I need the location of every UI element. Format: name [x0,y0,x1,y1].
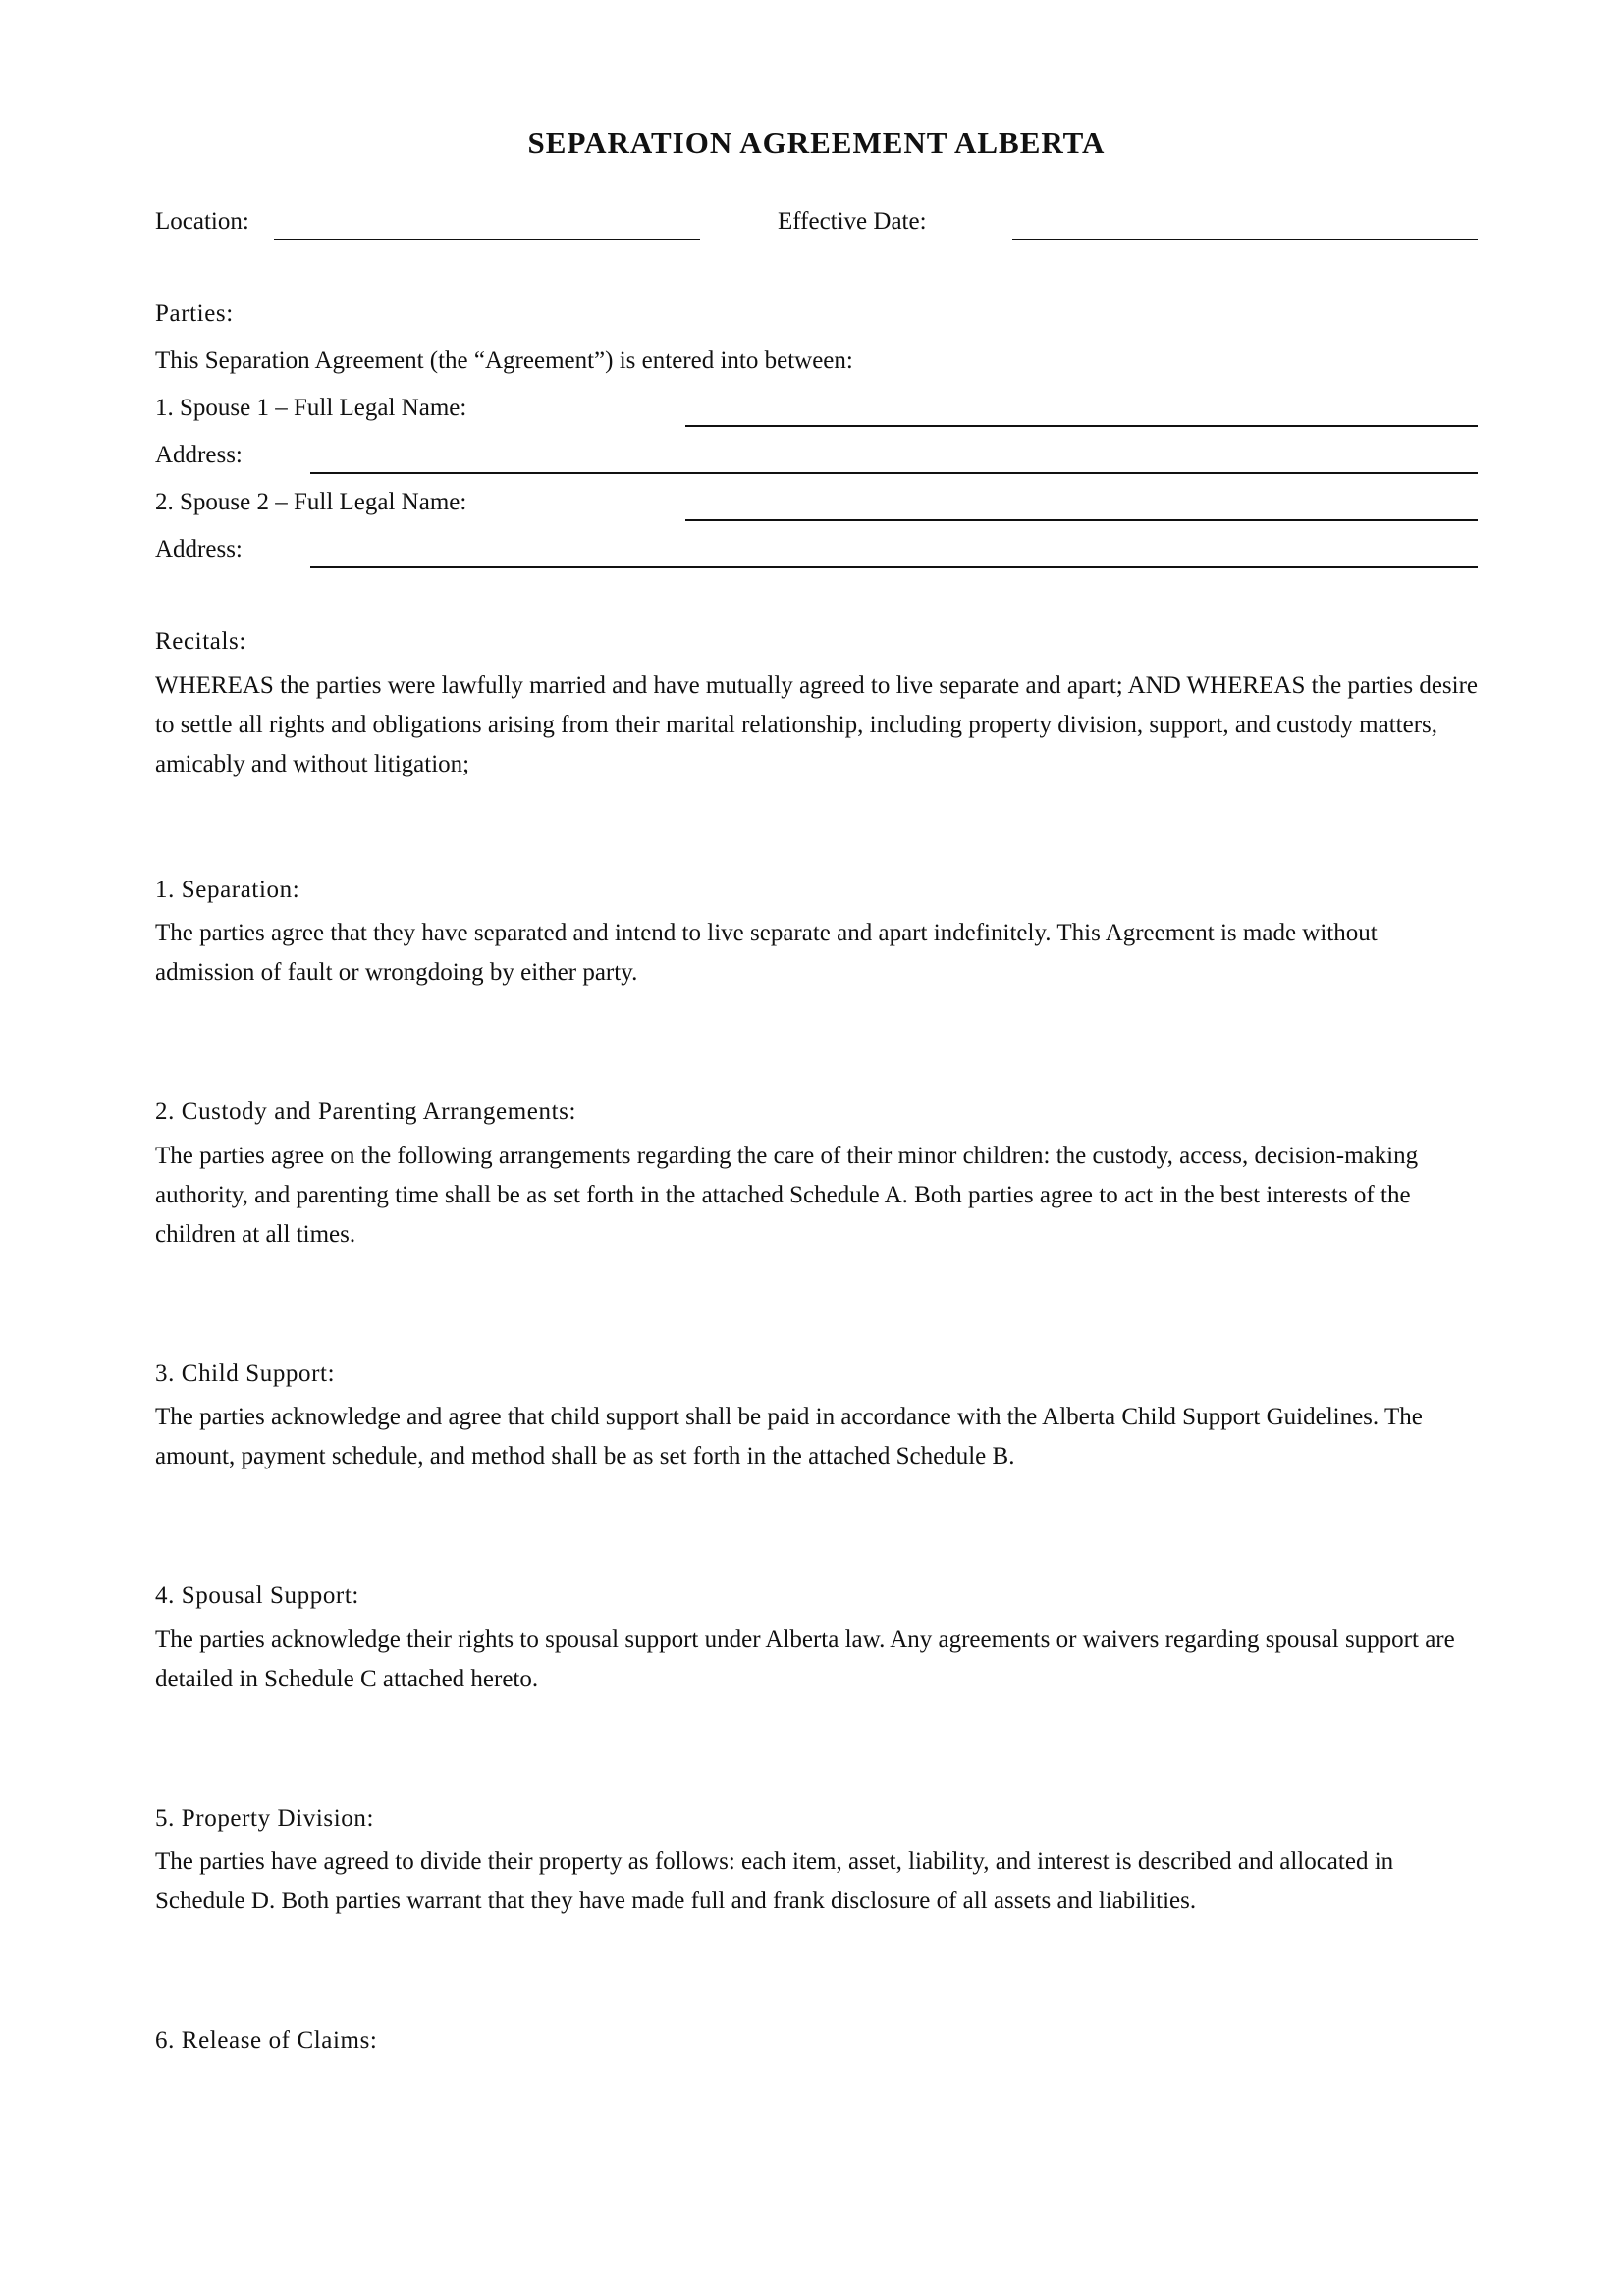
spouse1-address-row [155,440,1478,487]
recitals-block [155,626,1478,784]
header-fields-row [155,206,1478,253]
section-text: The parties acknowledge and agree that child support shall be paid in accordance with the Alberta Child Support Guidelines. The amount, payment schedule, and method shall be as set forth in the attached Schedule B. [155,1404,1423,1470]
location-field[interactable] [274,239,700,240]
section-heading: 4. Spousal Support: [155,1582,359,1610]
spouse2-name-field[interactable] [685,519,1478,521]
parties-heading: Parties: [155,300,234,328]
section-text: The parties agree that they have separated and intend to live separate and apart indefinitely. This Agreement is made without admission of fault or wrongdoing by either party. [155,920,1378,987]
section-text: The parties agree on the following arrangements regarding the care of their minor children: the custody, access, decision-making authority, and parenting time shall be as set forth in the attached Schedule A. Both parties agree to act in the best interests of the children at all times. [155,1142,1419,1248]
parties-block [155,298,1478,581]
section-heading: 3. Child Support: [155,1360,336,1387]
spouse2-name-row [155,487,1478,534]
spouse2-address-field[interactable] [310,566,1478,568]
document-page [155,124,1478,2065]
section-heading: 6. Release of Claims: [155,2027,378,2055]
section-text: The parties acknowledge their rights to spousal support under Alberta law. Any agreements or waivers regarding spousal support are detailed in Schedule C attached hereto. [155,1626,1455,1692]
document-title: SEPARATION AGREEMENT ALBERTA [527,126,1106,160]
section-heading: 5. Property Division: [155,1804,375,1832]
section-5 [155,1803,1478,1922]
spouse1-address-field[interactable] [310,472,1478,474]
section-4 [155,1580,1478,1699]
spouse2-address-row [155,534,1478,581]
spouse2-name-label: 2. Spouse 2 – Full Legal Name: [155,489,467,516]
section-6 [155,2025,1478,2057]
spouse1-name-field[interactable] [685,425,1478,427]
section-heading: 2. Custody and Parenting Arrangements: [155,1098,576,1126]
section-2 [155,1096,1478,1255]
section-1 [155,875,1478,993]
parties-intro: This Separation Agreement (the “Agreement”) is entered into between: [155,347,853,375]
recitals-heading: Recitals: [155,628,246,656]
section-3 [155,1359,1478,1477]
spouse1-name-row [155,393,1478,440]
section-heading: 1. Separation: [155,876,300,903]
effective-date-field[interactable] [1012,239,1478,240]
spouse2-address-label: Address: [155,536,243,563]
spouse1-name-label: 1. Spouse 1 – Full Legal Name: [155,395,467,422]
section-text: The parties have agreed to divide their property as follows: each item, asset, liability, and interest is described and allocated in Schedule D. Both parties warrant that they have made full and frank disclosure of all assets and liabilities. [155,1848,1394,1915]
location-label: Location: [155,208,249,236]
spouse1-address-label: Address: [155,442,243,469]
effective-date-label: Effective Date: [778,208,927,236]
recitals-text: WHEREAS the parties were lawfully married and have mutually agreed to live separate and apart; AND WHEREAS the parties desire to settle all rights and obligations arising from their marital relationship, including property division, support, and custody matters, amicably and without litigation; [155,671,1479,777]
